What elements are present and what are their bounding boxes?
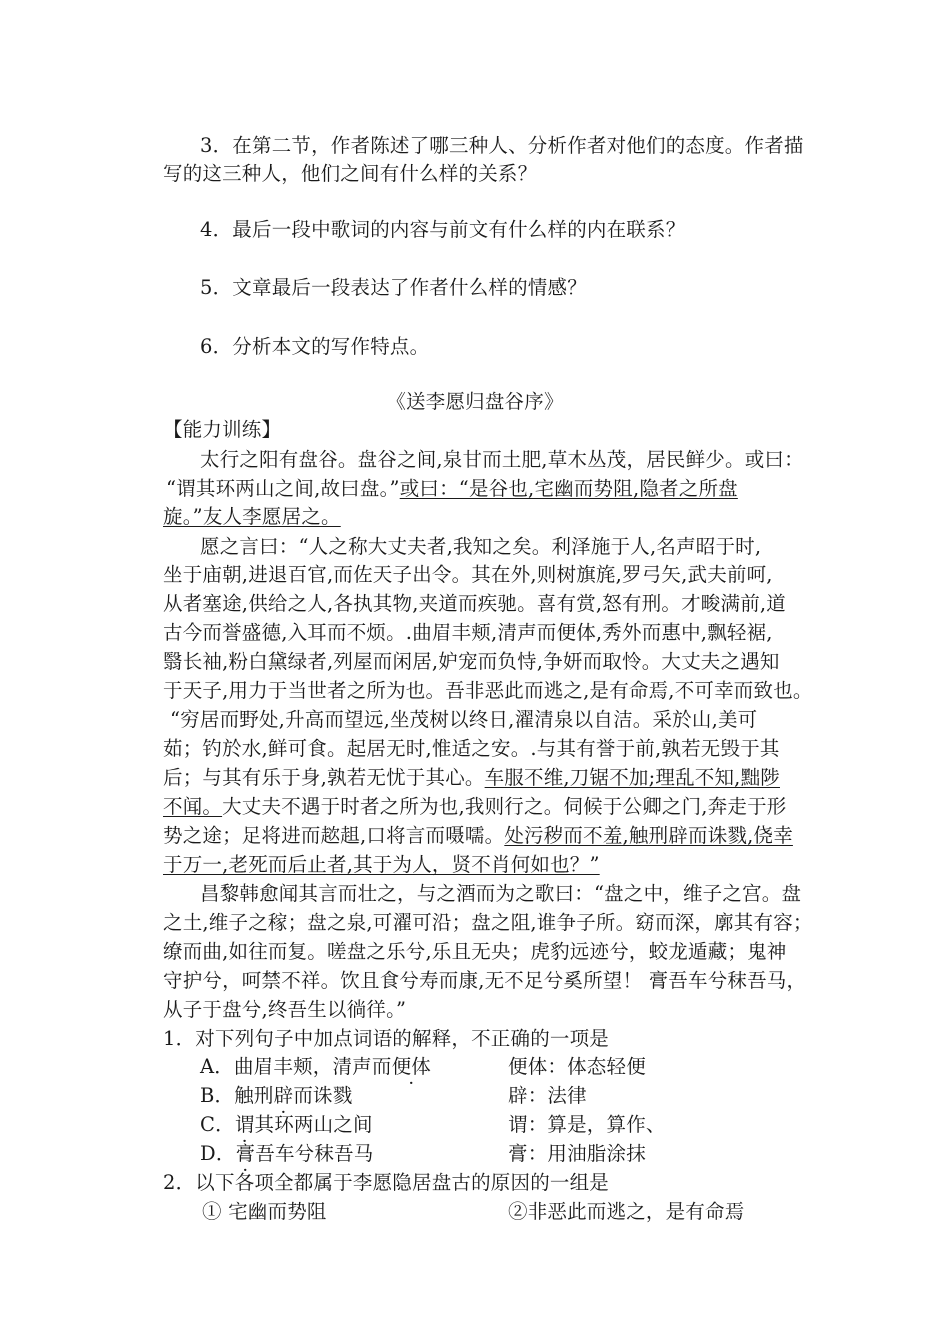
dotted-word xyxy=(235,1113,255,1136)
underlined-segment: 或曰：“是谷也,宅幽而势阻,隐者之所盘 xyxy=(399,477,738,500)
passage-p2-line-2: 坐于庙朝,进退百官,而佐天子出令。其在外,则树旗旄,罗弓矢,武夫前呵, xyxy=(163,563,773,586)
dotted-word xyxy=(236,1142,256,1165)
option-d-sentence xyxy=(200,1140,373,1167)
passage-p2-line-10 xyxy=(163,793,787,820)
dotted-text: 辟 xyxy=(273,1084,294,1107)
option-a-explanation: 便体：体态轻便 xyxy=(508,1055,646,1078)
text-segment: 大丈夫不遇于时者之所为也,我则行之。伺候于公卿之门,奔走于形 xyxy=(222,795,787,818)
option-c-sentence xyxy=(200,1111,373,1138)
exercise-2-item-2: ②非恶此而逃之，是有命焉 xyxy=(508,1200,745,1223)
exercise-2-item-1: ① 宅幽而势阻 xyxy=(202,1200,327,1223)
dotted-text: 便体 xyxy=(391,1055,431,1078)
passage-p2-line-3: 从者塞途,供给之人,各执其物,夹道而疾驰。喜有赏,怒有刑。才畯满前,道 xyxy=(163,592,786,615)
option-d-explanation: 膏：用油脂涂抹 xyxy=(508,1142,646,1165)
sentence-text: D． xyxy=(200,1142,236,1165)
question-3-line-1: 3．在第二节，作者陈述了哪三种人、分析作者对他们的态度。作者描 xyxy=(200,134,804,157)
passage-title: 《送李愿归盘谷序》 xyxy=(386,390,564,413)
section-label: 【能力训练】 xyxy=(163,418,282,441)
underlined-segment: 旋。”友人李愿居之。 xyxy=(163,505,341,528)
question-4: 4．最后一段中歌词的内容与前文有什么样的内在联系？ xyxy=(200,218,686,241)
dotted-text: 谓 xyxy=(234,1113,255,1136)
passage-p3-line-4: 守护兮，呵禁不祥。饮且食兮寿而康,无不足兮奚所望！ 膏吾车兮秣吾马， xyxy=(163,969,807,992)
passage-p2-line-1: 愿之言曰：“人之称大丈夫者,我知之矣。利泽施于人,名声昭于时, xyxy=(200,535,762,558)
passage-p3-line-1: 昌黎韩愈闻其言而壮之，与之酒而为之歌曰：“盘之中，维子之宫。盘 xyxy=(200,882,802,905)
sentence-text: 吾车兮秣吾马 xyxy=(255,1142,374,1165)
passage-p2-line-5: 翳长袖,粉白黛绿者,列屋而闲居,妒宠而负恃,争妍而取怜。大丈夫之遇知 xyxy=(163,650,780,673)
passage-p1-line-3 xyxy=(163,503,341,530)
sentence-text: 其环两山之间 xyxy=(254,1113,373,1136)
question-6: 6．分析本文的写作特点。 xyxy=(200,335,430,358)
underlined-segment: 不闻。 xyxy=(163,795,223,818)
passage-p2-line-9 xyxy=(163,764,780,791)
text-segment: 势之途；足将进而趑趄,口将言而嗫嚅。 xyxy=(163,824,505,847)
question-5: 5．文章最后一段表达了作者什么样的情感？ xyxy=(200,276,587,299)
passage-p2-line-8: 茹；钓於水,鲜可食。起居无时,惟适之安。.与其有誉于前,孰若无毁于其 xyxy=(163,737,780,760)
exercise-1-stem: 1．对下列句子中加点词语的解释，不正确的一项是 xyxy=(163,1027,610,1050)
text-segment: 后；与其有乐于身,孰若无忧于其心。 xyxy=(163,766,485,789)
passage-p2-line-7: “穷居而野处,升高而望远,坐茂树以终日,濯清泉以自洁。采於山,美可 xyxy=(170,708,758,731)
passage-p1-line-2 xyxy=(166,475,738,502)
sentence-text: C． xyxy=(200,1113,235,1136)
option-c-explanation: 谓：算是，算作、 xyxy=(508,1113,666,1136)
sentence-text: A．曲眉丰颊，清声而 xyxy=(200,1055,392,1078)
passage-p3-line-5: 从子于盘兮,终吾生以徜徉。” xyxy=(163,998,407,1021)
passage-p2-line-11 xyxy=(163,822,793,849)
text-segment: “谓其环两山之间,故曰盘。” xyxy=(166,477,400,500)
question-3-line-2: 写的这三种人，他们之间有什么样的关系？ xyxy=(163,162,538,185)
sentence-text: B．触刑 xyxy=(200,1084,274,1107)
passage-p1-line-1: 太行之阳有盘谷。盘谷之间,泉甘而土肥,草木丛茂，居民鲜少。或曰： xyxy=(200,448,804,471)
underlined-segment: 车服不维,刀锯不加;理乱不知,黜陟 xyxy=(484,766,780,789)
dotted-text: 膏 xyxy=(235,1142,256,1165)
option-b-explanation: 辟：法律 xyxy=(508,1084,587,1107)
dotted-word xyxy=(274,1084,294,1107)
underlined-segment: 于万一,老死而后止者,其于为人，贤不肖何如也？” xyxy=(163,853,600,876)
passage-p2-line-12 xyxy=(163,851,600,878)
option-a-sentence xyxy=(200,1053,431,1080)
passage-p3-line-2: 之土,维子之稼；盘之泉,可濯可沿；盘之阻,谁争子所。窈而深，廓其有容； xyxy=(163,911,813,934)
exercise-2-stem: 2．以下各项全都属于李愿隐居盘古的原因的一组是 xyxy=(163,1171,610,1194)
passage-p3-line-3: 缭而曲,如往而复。嗟盘之乐兮,乐且无央；虎豹远迹兮，蛟龙遁藏；鬼神 xyxy=(163,940,787,963)
dotted-word xyxy=(392,1055,431,1078)
underlined-segment: 处污秽而不羞,触刑辟而诛戮,侥幸 xyxy=(504,824,793,847)
option-b-sentence xyxy=(200,1082,352,1109)
passage-p2-line-6: 于天子,用力于当世者之所为也。吾非恶此而逃之,是有命焉,不可幸而致也。 xyxy=(163,679,813,702)
sentence-text: 而诛戮 xyxy=(293,1084,353,1107)
passage-p2-line-4: 古今而誉盛德,入耳而不烦。.曲眉丰颊,清声而便体,秀外而惠中,飘轻裾, xyxy=(163,621,773,644)
